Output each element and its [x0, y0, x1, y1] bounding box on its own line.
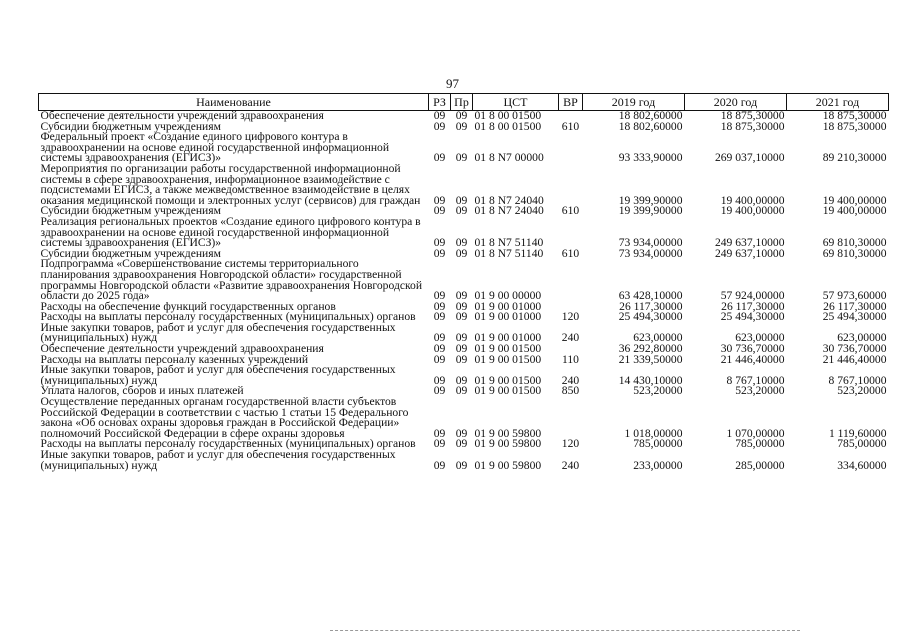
- row-2020: 19 400,00000: [720, 193, 785, 207]
- row-rz: 09: [433, 458, 446, 472]
- row-name: Расходы на выплаты персоналу казенных учреждений: [40, 352, 309, 366]
- col-header-2020: 2020 год: [685, 94, 787, 111]
- row-2020: 18 875,30000: [720, 119, 785, 133]
- row-vr: 610: [561, 246, 580, 260]
- page-number: 97: [446, 76, 459, 91]
- row-vr: [559, 132, 583, 164]
- col-header-name: Наименование: [39, 94, 429, 111]
- row-rz: 09: [433, 437, 446, 451]
- row-2020: 30 736,70000: [720, 342, 785, 356]
- row-vr: 610: [561, 119, 580, 133]
- row-vr: [559, 217, 583, 249]
- row-2021: 523,20000: [837, 384, 887, 398]
- row-2019: 233,00000: [633, 458, 683, 472]
- row-rz: 09: [433, 310, 446, 324]
- row-vr: 240: [561, 331, 580, 345]
- col-header-rz: РЗ: [429, 94, 451, 111]
- row-cst: 01 8 N7 51140: [474, 236, 544, 250]
- row-2021: 30 736,70000: [822, 342, 887, 356]
- row-vr: 850: [561, 384, 580, 398]
- row-name: Федеральный проект «Создание единого цифрового контура в здравоохранении на основе единой государственной информационной системы здравоохранения (ЕГИСЗ)»: [40, 130, 390, 165]
- row-2021: 334,60000: [837, 458, 887, 472]
- row-cst: 01 9 00 01500: [474, 342, 542, 356]
- row-cst: 01 8 N7 00000: [474, 151, 544, 165]
- row-cst: 01 9 00 01000: [474, 299, 542, 313]
- row-2019: 1 018,00000: [624, 426, 683, 440]
- budget-table: [38, 93, 889, 471]
- row-2021: 18 875,30000: [822, 109, 887, 122]
- row-2019: 63 428,10000: [618, 289, 683, 303]
- row-2019: 73 934,00000: [618, 236, 683, 250]
- row-2020: 26 117,30000: [721, 299, 785, 313]
- row-pr: 09: [455, 109, 468, 122]
- row-name: Мероприятия по организации работы государственной информационной системы в сфере здравоохранения, информационное взаимодействие с подсистемами ЕГИСЗ, а также межведомственное взаимодействие в целях оказания медицинской помощи и электронных услуг (сервисов) для граждан: [40, 161, 421, 207]
- row-name: Субсидии бюджетным учреждениям: [40, 204, 221, 218]
- row-rz: 09: [433, 299, 446, 313]
- row-pr: 09: [455, 458, 468, 472]
- footer-divider: [330, 630, 800, 632]
- row-2020: 269 037,10000: [714, 151, 785, 165]
- row-2019: 25 494,30000: [618, 310, 683, 324]
- row-pr: 09: [455, 373, 468, 387]
- row-2021: 69 810,30000: [822, 246, 887, 260]
- col-header-2019: 2019 год: [583, 94, 685, 111]
- row-2020: 249 637,10000: [714, 246, 785, 260]
- row-pr: 09: [455, 204, 468, 218]
- row-cst: 01 8 00 01500: [474, 119, 542, 133]
- row-2019: 73 934,00000: [618, 246, 683, 260]
- row-pr: 09: [455, 119, 468, 133]
- table-row: [39, 217, 889, 249]
- row-2020: 57 924,00000: [720, 289, 785, 303]
- row-rz: 09: [433, 109, 446, 122]
- row-name: Субсидии бюджетным учреждениям: [40, 246, 221, 260]
- table-row: [39, 132, 889, 164]
- row-cst: 01 9 00 01000: [474, 310, 542, 324]
- row-2021: 89 210,30000: [822, 151, 887, 165]
- row-rz: 09: [433, 352, 446, 366]
- table-row: [39, 365, 889, 386]
- row-pr: 09: [455, 246, 468, 260]
- row-vr: [559, 259, 583, 301]
- row-name: Иные закупки товаров, работ и услуг для обеспечения государственных (муниципальных) нужд: [40, 363, 396, 387]
- row-2021: 785,00000: [837, 437, 887, 451]
- row-cst: 01 8 N7 24040: [474, 204, 544, 218]
- table-body: [39, 111, 889, 472]
- row-cst: 01 9 00 59800: [474, 426, 542, 440]
- row-pr: 09: [455, 384, 468, 398]
- row-2020: 21 446,40000: [720, 352, 785, 366]
- row-pr: 09: [455, 299, 468, 313]
- row-name: Иные закупки товаров, работ и услуг для обеспечения государственных (муниципальных) нужд: [40, 448, 396, 472]
- row-cst: 01 8 N7 24040: [474, 193, 544, 207]
- table-header-row: [39, 94, 889, 111]
- row-2020: 1 070,00000: [726, 426, 785, 440]
- row-vr: [559, 397, 583, 439]
- row-rz: 09: [433, 384, 446, 398]
- row-2020: 785,00000: [735, 437, 785, 451]
- row-2019: 21 339,50000: [618, 352, 683, 366]
- row-cst: 01 9 00 01000: [474, 331, 542, 345]
- row-rz: 09: [433, 342, 446, 356]
- row-2020: 285,00000: [735, 458, 785, 472]
- row-2021: 25 494,30000: [822, 310, 887, 324]
- row-cst: 01 9 00 01500: [474, 384, 542, 398]
- row-2020: 25 494,30000: [720, 310, 785, 324]
- row-2020: 19 400,00000: [720, 204, 785, 218]
- row-cst: 01 9 00 01500: [474, 373, 542, 387]
- row-cst: 01 8 N7 51140: [474, 246, 544, 260]
- row-2020: 623,00000: [735, 331, 785, 345]
- table-row: [39, 450, 889, 471]
- row-rz: 09: [433, 289, 446, 303]
- row-cst: 01 9 00 01500: [474, 352, 542, 366]
- row-2019: 523,20000: [633, 384, 683, 398]
- row-2019: 26 117,30000: [619, 299, 683, 313]
- row-name: Реализация региональных проектов «Создание единого цифрового контура в здравоохранении на основе единой государственной информационной системы здравоохранения (ЕГИСЗ)»: [40, 214, 421, 250]
- row-2020: 523,20000: [735, 384, 785, 398]
- row-rz: 09: [433, 426, 446, 440]
- row-name: Расходы на выплаты персоналу государственных (муниципальных) органов: [40, 437, 416, 451]
- row-2021: 21 446,40000: [822, 352, 887, 366]
- row-pr: 09: [455, 437, 468, 451]
- row-vr: 110: [562, 352, 579, 366]
- row-2019: 18 802,60000: [618, 119, 683, 133]
- row-pr: 09: [455, 342, 468, 356]
- row-name: Расходы на обеспечение функций государственных органов: [40, 299, 336, 313]
- row-cst: 01 8 00 01500: [474, 109, 542, 122]
- row-vr: 240: [561, 373, 580, 387]
- row-vr: 240: [561, 458, 580, 472]
- row-vr: 610: [561, 204, 580, 218]
- row-rz: 09: [433, 151, 446, 165]
- row-rz: 09: [433, 246, 446, 260]
- table-row: [39, 259, 889, 301]
- row-pr: 09: [455, 151, 468, 165]
- row-rz: 09: [433, 204, 446, 218]
- table-row: [39, 164, 889, 206]
- row-vr: 120: [561, 310, 580, 324]
- row-pr: 09: [455, 331, 468, 345]
- row-2020: 249 637,10000: [714, 236, 785, 250]
- row-rz: 09: [433, 331, 446, 345]
- col-header-pr: Пр: [451, 94, 473, 111]
- row-2019: 785,00000: [633, 437, 683, 451]
- row-name: Иные закупки товаров, работ и услуг для обеспечения государственных (муниципальных) нужд: [40, 320, 396, 345]
- row-2019: 36 292,80000: [618, 342, 683, 356]
- col-header-cst: ЦСТ: [473, 94, 559, 111]
- row-pr: 09: [455, 236, 468, 250]
- row-name: Субсидии бюджетным учреждениям: [40, 119, 221, 133]
- row-pr: 09: [455, 289, 468, 303]
- row-2021: 1 119,60000: [828, 426, 887, 440]
- row-pr: 09: [455, 310, 468, 324]
- row-vr: [559, 164, 583, 206]
- row-cst: 01 9 00 59800: [474, 437, 542, 451]
- row-pr: 09: [455, 426, 468, 440]
- row-pr: 09: [455, 352, 468, 366]
- row-name: Обеспечение деятельности учреждений здравоохранения: [40, 342, 324, 356]
- row-rz: 09: [433, 119, 446, 133]
- row-name: Расходы на выплаты персоналу государственных (муниципальных) органов: [40, 310, 416, 324]
- row-2019: 19 399,90000: [618, 193, 683, 207]
- table-row: [39, 323, 889, 344]
- row-name: Обеспечение деятельности учреждений здравоохранения: [40, 109, 324, 122]
- row-cst: 01 9 00 59800: [474, 458, 542, 472]
- row-2021: 8 767,10000: [828, 373, 887, 387]
- row-2021: 19 400,00000: [822, 193, 887, 207]
- table-row: [39, 397, 889, 439]
- row-2021: 69 810,30000: [822, 236, 887, 250]
- row-rz: 09: [433, 373, 446, 387]
- row-2021: 19 400,00000: [822, 204, 887, 218]
- row-2019: 18 802,60000: [618, 109, 683, 122]
- row-pr: 09: [455, 193, 468, 207]
- row-rz: 09: [433, 193, 446, 207]
- row-2021: 18 875,30000: [822, 119, 887, 133]
- col-header-2021: 2021 год: [787, 94, 889, 111]
- col-header-vr: ВР: [559, 94, 583, 111]
- row-2019: 93 333,90000: [618, 151, 683, 165]
- row-2020: 18 875,30000: [720, 109, 785, 122]
- row-2019: 19 399,90000: [618, 204, 683, 218]
- row-2021: 623,00000: [837, 331, 887, 345]
- row-cst: 01 9 00 00000: [474, 289, 542, 303]
- row-name: Подпрограмма «Совершенствование системы территориального планирования здравоохранения Новгородской области» государственной программы Новгородской области «Развитие здравоохранения Новгородской области до 2025 года»: [40, 257, 423, 303]
- row-name: Уплата налогов, сборов и иных платежей: [40, 384, 244, 398]
- row-2019: 14 430,10000: [618, 373, 683, 387]
- row-name: Осуществление переданных органам государственной власти субъектов Российской Федерации в соответствии с частью 1 статьи 15 Федерального закона «Об основах охраны здоровья граждан в Российской Федерации» полномочий Российской Федерации в сфере охраны здоровья: [40, 395, 409, 440]
- row-2021: 57 973,60000: [822, 289, 887, 303]
- row-2020: 8 767,10000: [726, 373, 785, 387]
- row-2021: 26 117,30000: [823, 299, 887, 313]
- row-2019: 623,00000: [633, 331, 683, 345]
- row-rz: 09: [433, 236, 446, 250]
- row-vr: 120: [561, 437, 580, 451]
